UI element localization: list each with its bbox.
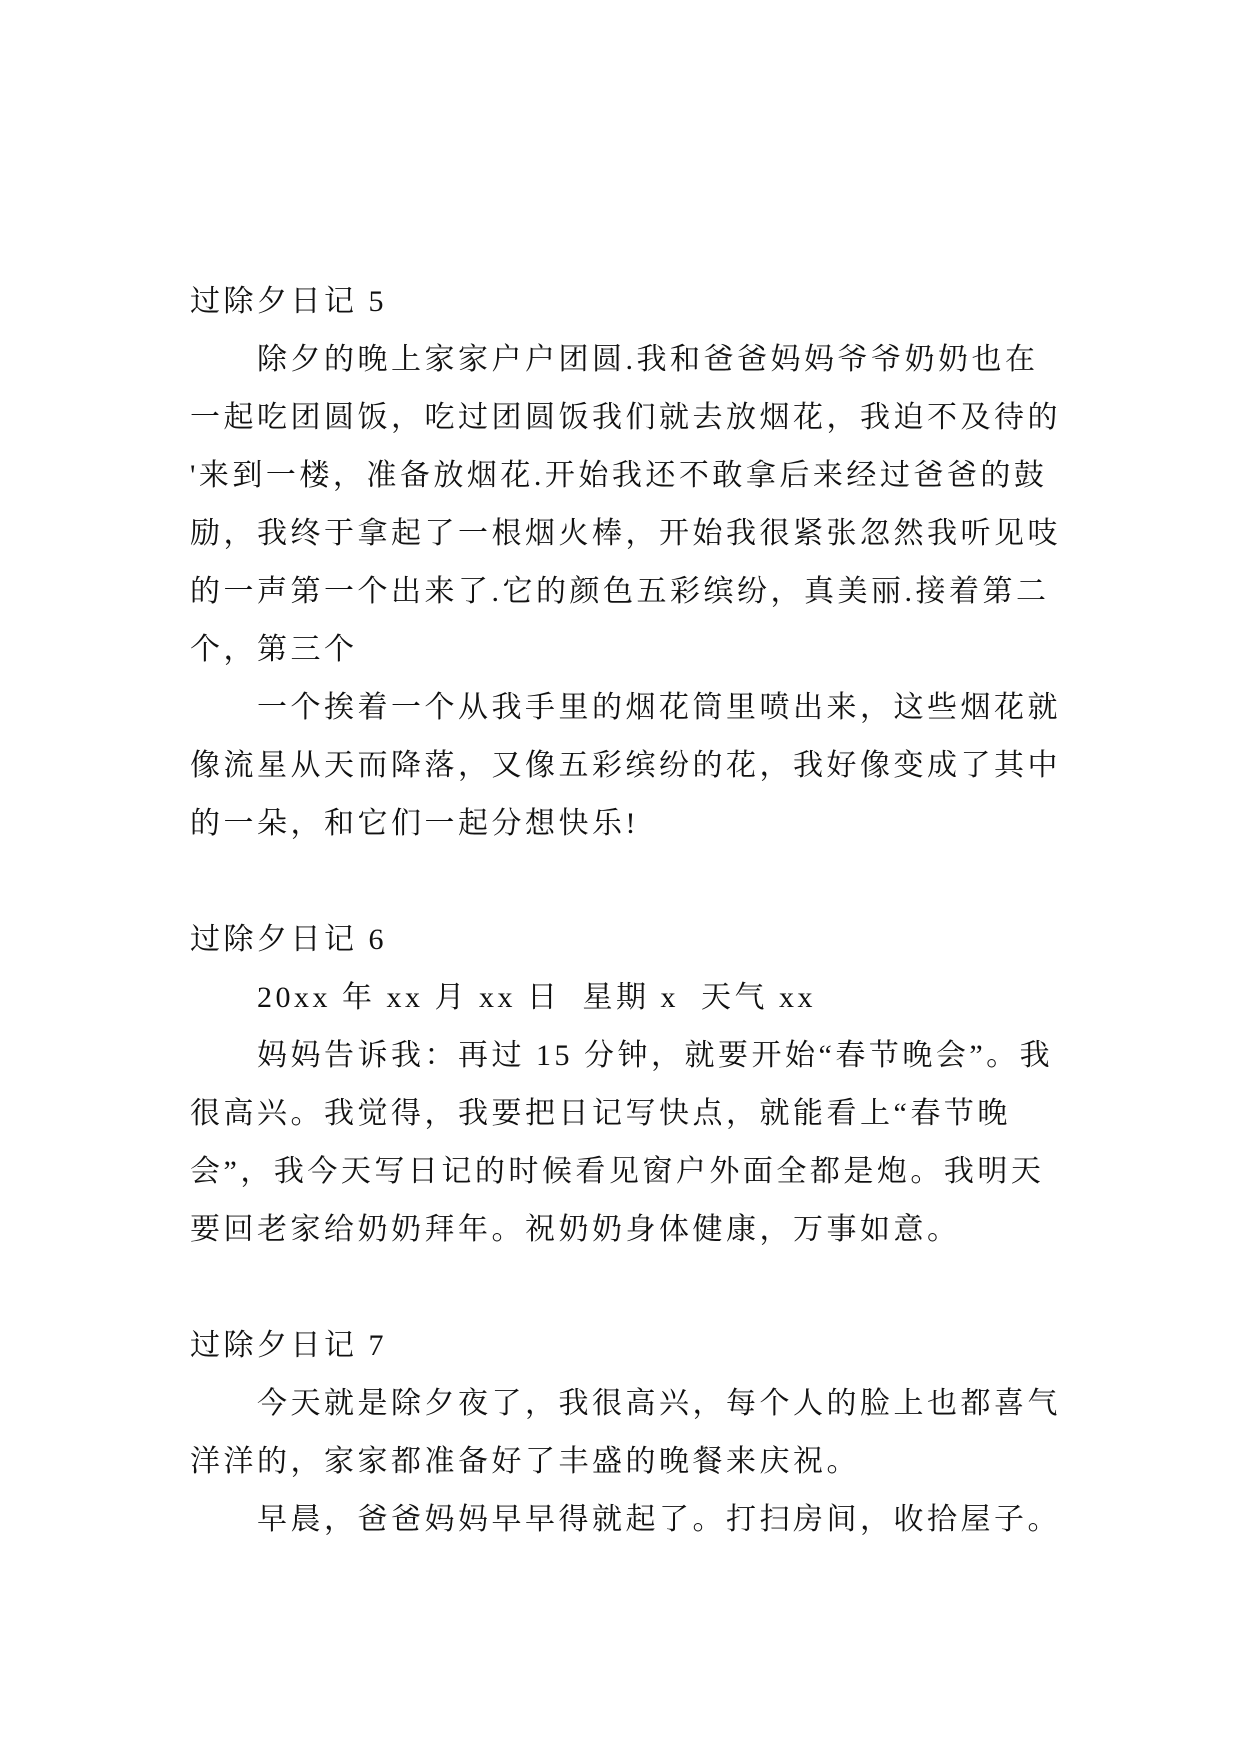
paragraph-line: 的一朵，和它们一起分想快乐! (190, 807, 639, 840)
paragraph (190, 1491, 1150, 1549)
paragraph-line: 像流星从天而降落，又像五彩缤纷的花，我好像变成了其中 (190, 749, 1061, 782)
paragraph (190, 1375, 1150, 1491)
diary-entry (190, 273, 1150, 853)
paragraph (190, 1027, 1150, 1259)
paragraph-line: 励，我终于拿起了一根烟火棒，开始我很紧张忽然我听见吱 (190, 517, 1061, 550)
paragraph-line: 会”，我今天写日记的时候看见窗户外面全都是炮。我明天 (190, 1155, 1045, 1188)
paragraph (190, 331, 1150, 679)
section-gap (190, 853, 1150, 911)
entry-title: 过除夕日记 5 (190, 285, 387, 318)
paragraph-line: 个，第三个 (190, 633, 358, 666)
paragraph-line: 很高兴。我觉得，我要把日记写快点，就能看上“春节晚 (190, 1097, 1011, 1130)
diary-entry (190, 911, 1150, 1259)
paragraph-line: 除夕的晚上家家户户团圆.我和爸爸妈妈爷爷奶奶也在 (257, 343, 1039, 376)
paragraph-line: 洋洋的，家家都准备好了丰盛的晚餐来庆祝。 (190, 1445, 860, 1478)
section-gap (190, 1259, 1150, 1317)
paragraph-line: '来到一楼，准备放烟花.开始我还不敢拿后来经过爸爸的鼓 (190, 459, 1048, 492)
diary-entry (190, 1317, 1150, 1549)
paragraph-line: 早晨，爸爸妈妈早早得就起了。打扫房间，收拾屋子。 (257, 1503, 1061, 1536)
paragraph-line: 20xx 年 xx 月 xx 日 星期 x 天气 xx (257, 981, 816, 1014)
entry-title: 过除夕日记 7 (190, 1329, 387, 1362)
entry-title: 过除夕日记 6 (190, 923, 387, 956)
document-page (190, 273, 1150, 1549)
date-line (190, 969, 1150, 1027)
paragraph-line: 一起吃团圆饭，吃过团圆饭我们就去放烟花，我迫不及待的 (190, 401, 1061, 434)
paragraph-line: 今天就是除夕夜了，我很高兴，每个人的脸上也都喜气 (257, 1387, 1061, 1420)
paragraph (190, 679, 1150, 853)
paragraph-line: 一个挨着一个从我手里的烟花筒里喷出来，这些烟花就 (257, 691, 1061, 724)
paragraph-line: 的一声第一个出来了.它的颜色五彩缤纷，真美丽.接着第二 (190, 575, 1050, 608)
paragraph-line: 要回老家给奶奶拜年。祝奶奶身体健康，万事如意。 (190, 1213, 961, 1246)
paragraph-line: 妈妈告诉我：再过 15 分钟，就要开始“春节晚会”。我 (257, 1039, 1054, 1072)
